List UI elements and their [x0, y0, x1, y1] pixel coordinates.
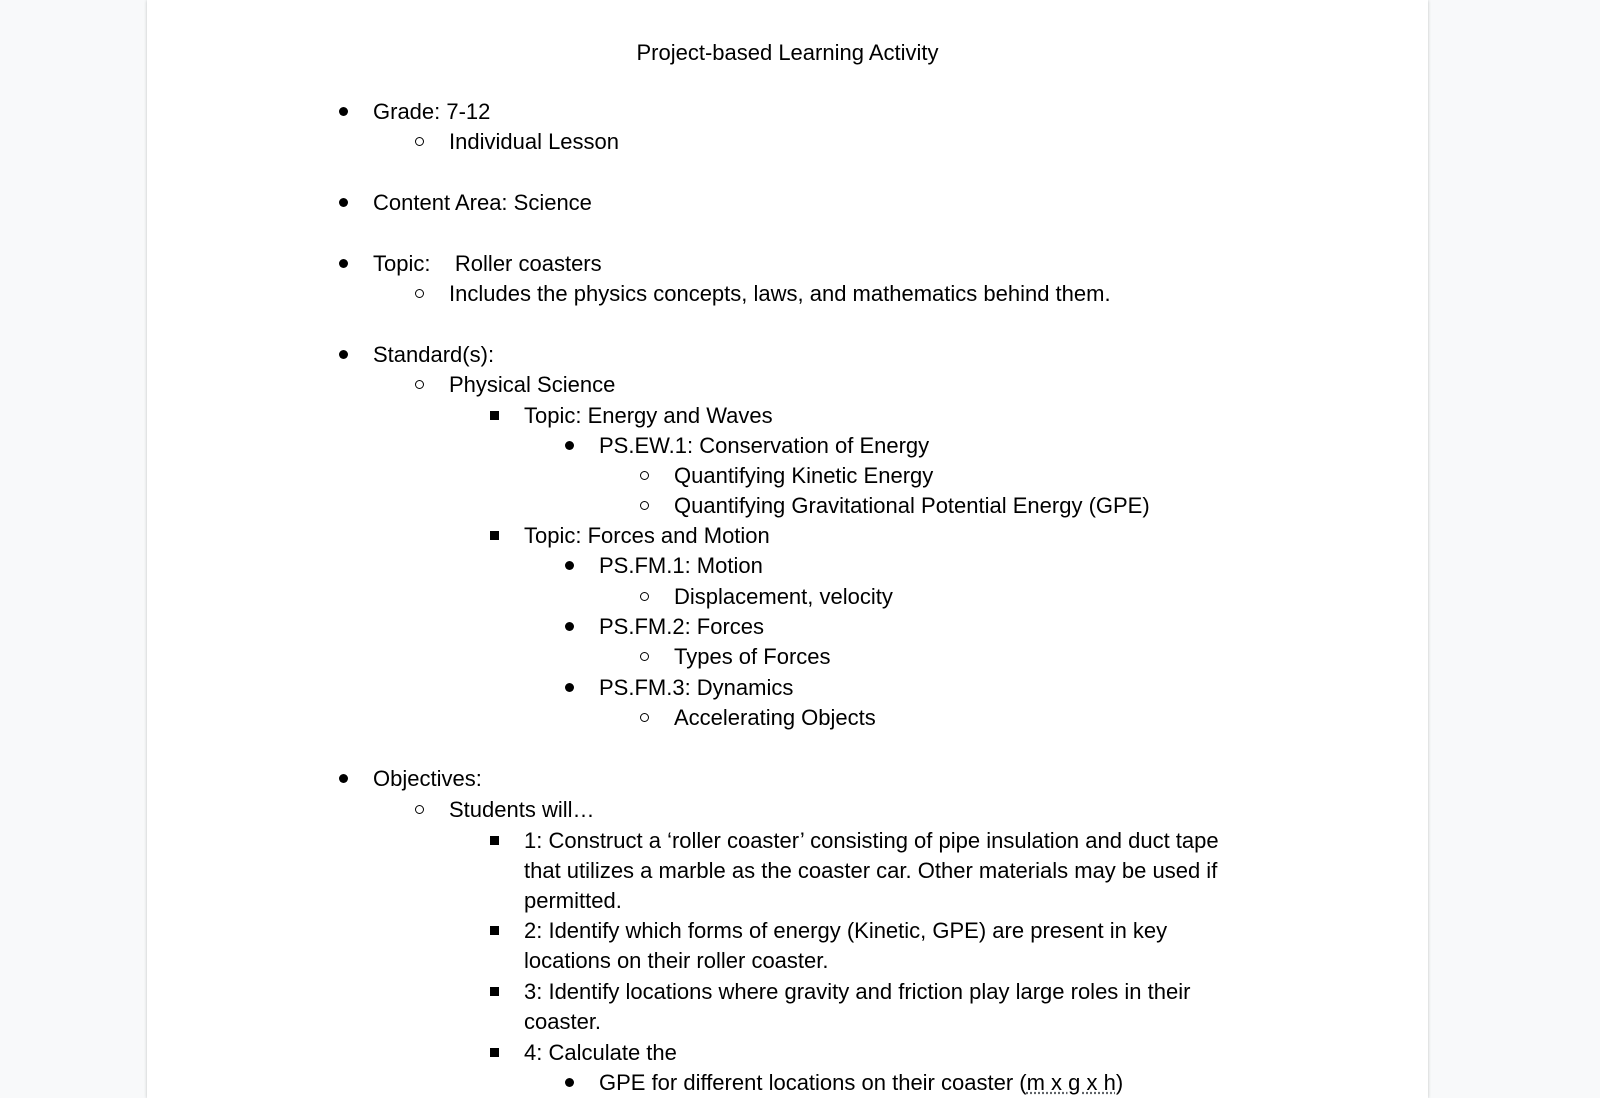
- bullet-dot: [333, 97, 353, 127]
- grade-text: Grade: 7-12: [373, 99, 491, 124]
- bullet-ring: [409, 279, 429, 309]
- bullet-dot: [559, 673, 579, 703]
- students-will-text: Students will…: [449, 797, 595, 822]
- objectives-text: Objectives:: [373, 766, 482, 791]
- objective-1-line-3: permitted.: [524, 888, 622, 913]
- gpe-formula: m x g x h: [1026, 1070, 1116, 1095]
- bullet-square: [484, 1038, 504, 1068]
- bullet-square: [484, 401, 504, 431]
- objective-3-line-2: coaster.: [524, 1009, 602, 1034]
- objective-2-line-1: 2: Identify which forms of energy (Kinetic, GPE) are present in key: [524, 918, 1168, 943]
- bullet-ring: [409, 370, 429, 400]
- topic-forces-text: Topic: Forces and Motion: [524, 523, 770, 548]
- physical-science-text: Physical Science: [449, 372, 616, 397]
- bullet-dot: [333, 340, 353, 370]
- topic-sub-text: Includes the physics concepts, laws, and mathematics behind them.: [449, 281, 1111, 306]
- objective-4-text: 4: Calculate the: [524, 1040, 677, 1065]
- bullet-ring: [409, 127, 429, 157]
- bullet-square: [484, 977, 504, 1007]
- bullet-ring: [634, 703, 654, 733]
- objective-4-sub-prefix: GPE for different locations on their coaster (: [599, 1070, 1027, 1095]
- bullet-ring: [634, 461, 654, 491]
- kinetic-energy-text: Quantifying Kinetic Energy: [674, 463, 934, 488]
- bullet-dot: [559, 431, 579, 461]
- objective-3-line-1: 3: Identify locations where gravity and friction play large roles in their: [524, 979, 1191, 1004]
- bullet-ring: [634, 491, 654, 521]
- bullet-ring: [409, 795, 429, 825]
- bullet-ring: [634, 582, 654, 612]
- bullet-square: [484, 916, 504, 946]
- objective-2-line-2: locations on their roller coaster.: [524, 948, 829, 973]
- accelerating-objects-text: Accelerating Objects: [674, 705, 876, 730]
- bullet-ring: [634, 642, 654, 672]
- objective-1-line-1: 1: Construct a ‘roller coaster’ consisting of pipe insulation and duct tape: [524, 828, 1219, 853]
- displacement-text: Displacement, velocity: [674, 584, 893, 609]
- gpe-text: Quantifying Gravitational Potential Energy (GPE): [674, 493, 1150, 518]
- bullet-dot: [559, 1068, 579, 1098]
- ps-ew-1-text: PS.EW.1: Conservation of Energy: [599, 433, 930, 458]
- bullet-dot: [333, 764, 353, 794]
- ps-fm-2-text: PS.FM.2: Forces: [599, 614, 765, 639]
- bullet-dot: [333, 249, 353, 279]
- ps-fm-3-text: PS.FM.3: Dynamics: [599, 675, 794, 700]
- bullet-dot: [559, 551, 579, 581]
- topic-energy-text: Topic: Energy and Waves: [524, 403, 773, 428]
- topic-text: Topic: Roller coasters: [373, 251, 602, 276]
- content-area-text: Content Area: Science: [373, 190, 592, 215]
- document-title: Project-based Learning Activity: [636, 40, 939, 65]
- bullet-dot: [559, 612, 579, 642]
- objective-4-sub-text: [599, 1068, 1123, 1098]
- document-page[interactable]: [147, 0, 1428, 1098]
- ps-fm-1-text: PS.FM.1: Motion: [599, 553, 763, 578]
- objective-1-line-2: that utilizes a marble as the coaster car. Other materials may be used if: [524, 858, 1218, 883]
- bullet-dot: [333, 188, 353, 218]
- bullet-square: [484, 826, 504, 856]
- objective-4-sub-suffix: ): [1115, 1070, 1124, 1095]
- standards-text: Standard(s):: [373, 342, 495, 367]
- bullet-square: [484, 521, 504, 551]
- grade-sub-text: Individual Lesson: [449, 129, 620, 154]
- types-of-forces-text: Types of Forces: [674, 644, 831, 669]
